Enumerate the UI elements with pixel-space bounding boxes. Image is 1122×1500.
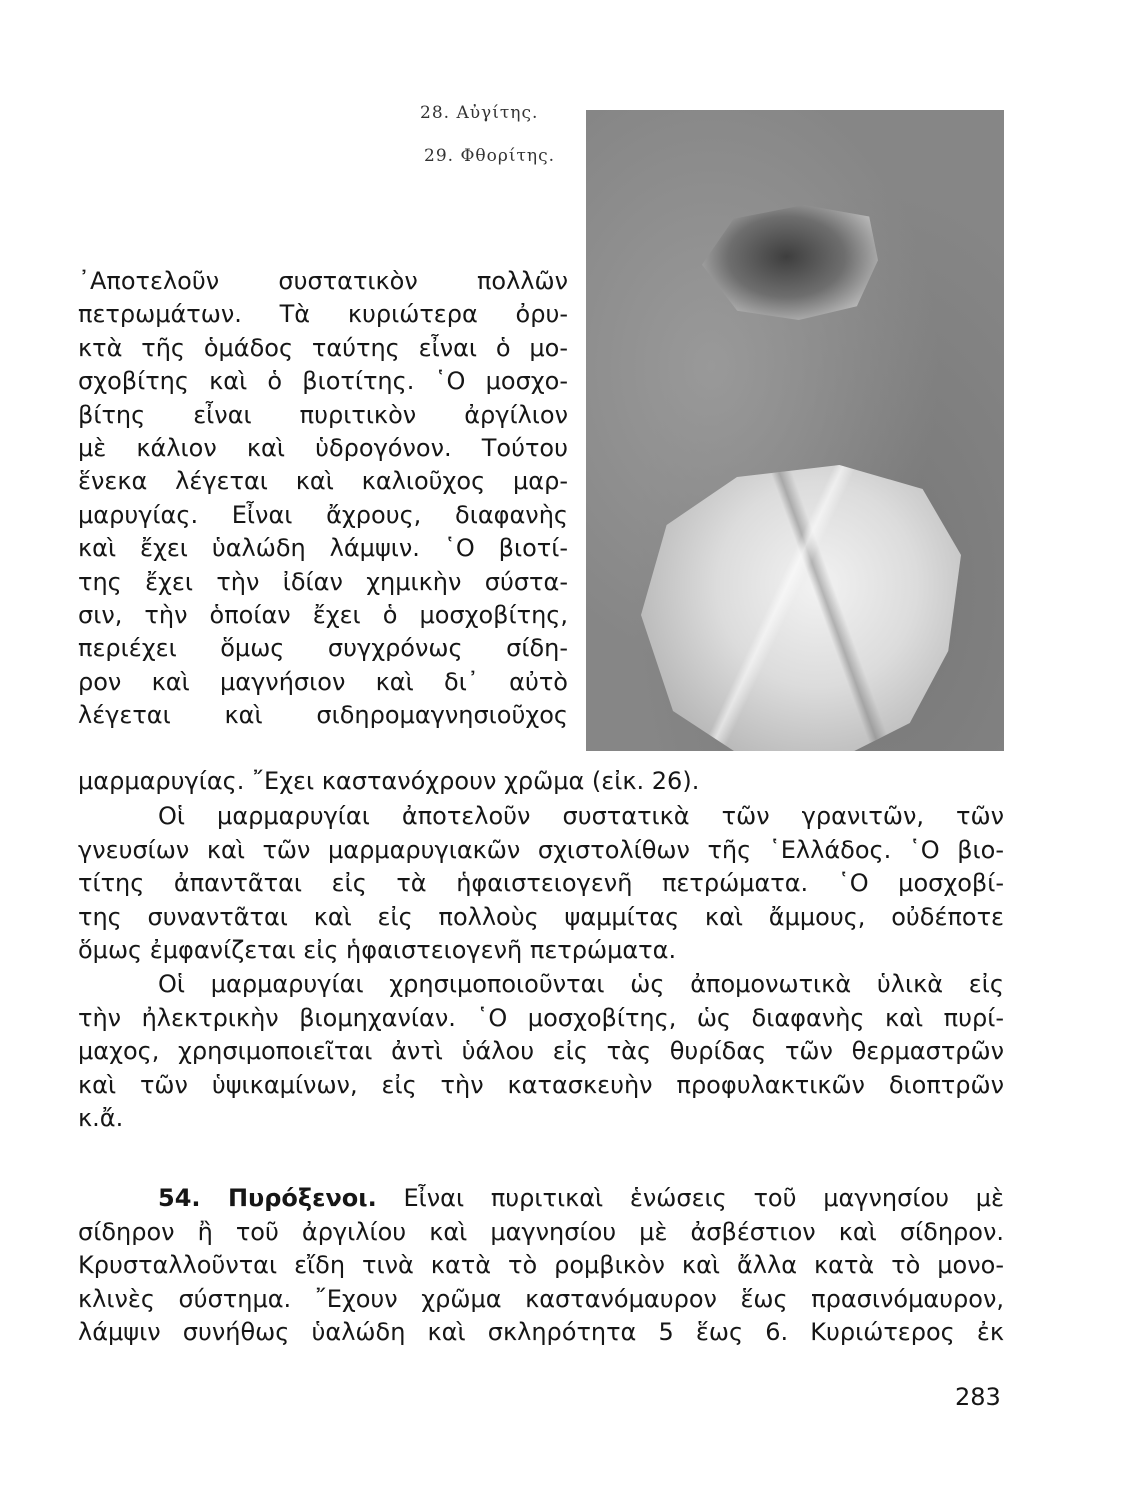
text-line xyxy=(78,1182,1004,1216)
text-line: Οἱ μαρμαρυγίαι χρησιμοποιοῦνται ὡς ἀπομονωτικὰ ὑλικὰ εἰς xyxy=(158,970,1004,998)
text-line: ᾽Αποτελοῦν συστατικὸν πολλῶν xyxy=(78,267,568,295)
text-line: ρον καὶ μαγνήσιον καὶ δι᾽ αὐτὸ xyxy=(78,667,568,696)
text-line: περιέχει ὅμως συγχρόνως σίδη- xyxy=(78,634,568,663)
text-fragment: Εἶναι πυριτικαὶ ἑνώσεις τοῦ μαγνησίου μὲ xyxy=(403,1184,1004,1212)
text-line: μὲ κάλιον καὶ ὑδρογόνον. Τούτου xyxy=(78,434,568,463)
text-line: μαρμαρυγίας. ῎Εχει καστανόχρουν χρῶμα (εἰκ. 26). xyxy=(78,767,700,795)
text-line: τὴν ἠλεκτρικὴν βιομηχανίαν. ῾Ο μοσχοβίτης, ὡς διαφανὴς καὶ πυρί- xyxy=(78,1003,1004,1032)
text-line: Κρυσταλλοῦνται εἴδη τινὰ κατὰ τὸ ρομβικὸν καὶ ἄλλα κατὰ τὸ μονο- xyxy=(78,1251,1004,1280)
page-number: 283 xyxy=(955,1383,1001,1411)
fluorite-crystal-image xyxy=(641,465,961,751)
text-line: ἕνεκα λέγεται καὶ καλιοῦχος μαρ- xyxy=(78,467,568,496)
text-line: κ.ἄ. xyxy=(78,1104,124,1133)
text-line: κτὰ τῆς ὁμάδος ταύτης εἶναι ὁ μο- xyxy=(78,333,568,362)
paragraph-mica-uses xyxy=(78,968,1004,1136)
text-line: ὅμως ἐμφανίζεται εἰς ἡφαιστειογενῆ πετρώματα. xyxy=(78,936,677,965)
text-line: λέγεται καὶ σιδηρομαγνησιοῦχος xyxy=(78,701,568,730)
text-line: σίδηρον ἢ τοῦ ἀργιλίου καὶ μαγνησίου μὲ ἀσβέστιον καὶ σίδηρον. xyxy=(78,1217,1004,1246)
text-line: γνευσίων καὶ τῶν μαρμαρυγιακῶν σχιστολίθων τῆς ῾Ελλάδος. ῾Ο βιο- xyxy=(78,835,1004,864)
section-heading: 54. Πυρόξενοι. xyxy=(158,1184,377,1212)
text-line-after-figure xyxy=(78,765,1004,799)
paragraph-mica-occurrence xyxy=(78,800,1004,968)
text-line: της ἔχει τὴν ἰδίαν χημικὴν σύστα- xyxy=(78,567,568,596)
figure-caption-28: 28. Αὐγίτης. xyxy=(420,103,539,123)
text-line: μαχος, χρησιμοποιεῖται ἀντὶ ὑάλου εἰς τὰς θυρίδας τῶν θερμαστρῶν xyxy=(78,1037,1004,1066)
text-line: σχοβίτης καὶ ὁ βιοτίτης. ῾Ο μοσχο- xyxy=(78,367,568,396)
text-line: κλινὲς σύστημα. ῎Εχουν χρῶμα καστανόμαυρον ἕως πρασινόμαυρον, xyxy=(78,1284,1004,1313)
text-line: καὶ ἔχει ὑαλώδη λάμψιν. ῾Ο βιοτί- xyxy=(78,534,568,563)
text-line: καὶ τῶν ὑψικαμίνων, εἰς τὴν κατασκευὴν προφυλακτικῶν διοπτρῶν xyxy=(78,1070,1004,1099)
augite-crystal-image xyxy=(702,205,878,320)
text-line: Οἱ μαρμαρυγίαι ἀποτελοῦν συστατικὰ τῶν γρανιτῶν, τῶν xyxy=(158,802,1004,830)
text-line: τίτης ἀπαντᾶται εἰς τὰ ἡφαιστειογενῆ πετρώματα. ῾Ο μοσχοβί- xyxy=(78,869,1004,898)
text-line: λάμψιν συνήθως ὑαλώδη καὶ σκληρότητα 5 ἕως 6. Κυριώτερος ἐκ xyxy=(78,1318,1004,1347)
text-line: μαρυγίας. Εἶναι ἄχρους, διαφανὴς xyxy=(78,500,568,529)
text-line: βίτης εἶναι πυριτικὸν ἀργίλιον xyxy=(78,400,568,429)
figure-caption-29: 29. Φθορίτης. xyxy=(424,146,556,166)
text-line: σιν, τὴν ὁποίαν ἔχει ὁ μοσχοβίτης, xyxy=(78,601,568,630)
mineral-photo xyxy=(586,110,1004,751)
section-54-pyroxenes xyxy=(78,1182,1004,1350)
text-line: της συναντᾶται καὶ εἰς πολλοὺς ψαμμίτας καὶ ἄμμους, οὐδέποτε xyxy=(78,902,1004,931)
text-line: πετρωμάτων. Τὰ κυριώτερα ὀρυ- xyxy=(78,300,568,329)
narrow-column-paragraph xyxy=(78,265,568,733)
